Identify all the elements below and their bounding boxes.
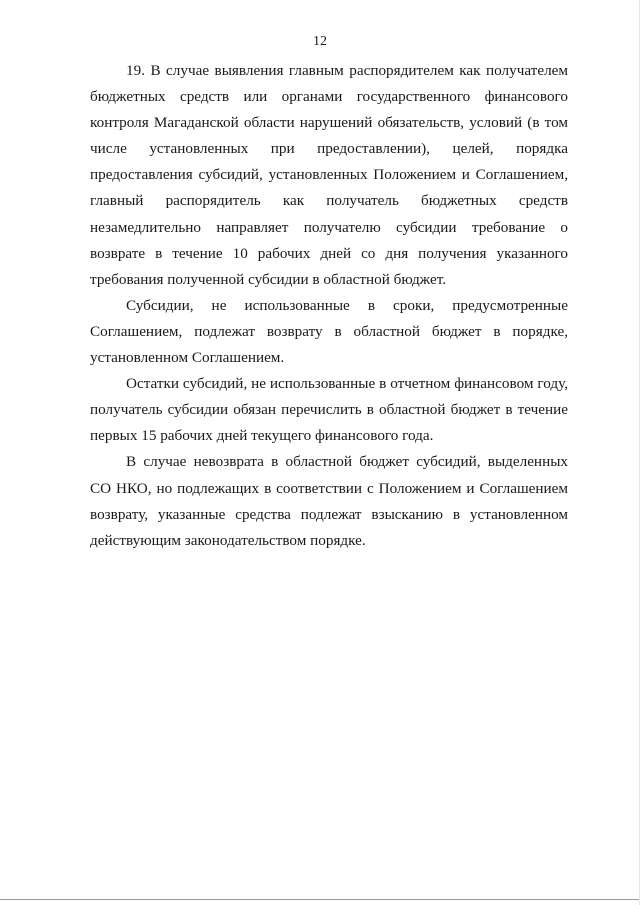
paragraph-non-return: В случае невозврата в областной бюджет субсидий, выделенных СО НКО, но подлежащих в соответствии с Положением и Соглашением возврату, указанные средства подлежат взысканию в установленном действующим законодательством порядке.: [90, 453, 568, 549]
paragraph-subsidy-balances: Остатки субсидий, не использованные в отчетном финансовом году, получатель субсидии обязан перечислить в областной бюджет в течение первых 15 рабочих дней текущего финансового года.: [90, 375, 568, 445]
page-number: 12: [313, 34, 327, 49]
paragraph-19: 19. В случае выявления главным распорядителем как получателем бюджетных средств или органами государственного финансового контроля Магаданской области нарушений обязательств, условий (в том числе установленных при предоставлении), целей, порядка предоставления субсидий, установленных Положением и Соглашением, главный распорядитель как получатель бюджетных средств незамедлительно направляет получателю субсидии требование о возврате в течение 10 рабочих дней со дня получения указанного требования полученной субсидии в областной бюджет.: [90, 62, 568, 288]
scan-bottom-edge: [0, 899, 640, 900]
paragraph-unused-subsidies: Субсидии, не использованные в сроки, предусмотренные Соглашением, подлежат возврату в областной бюджет в порядке, установленном Соглашением.: [90, 296, 568, 367]
document-body: [90, 58, 568, 554]
